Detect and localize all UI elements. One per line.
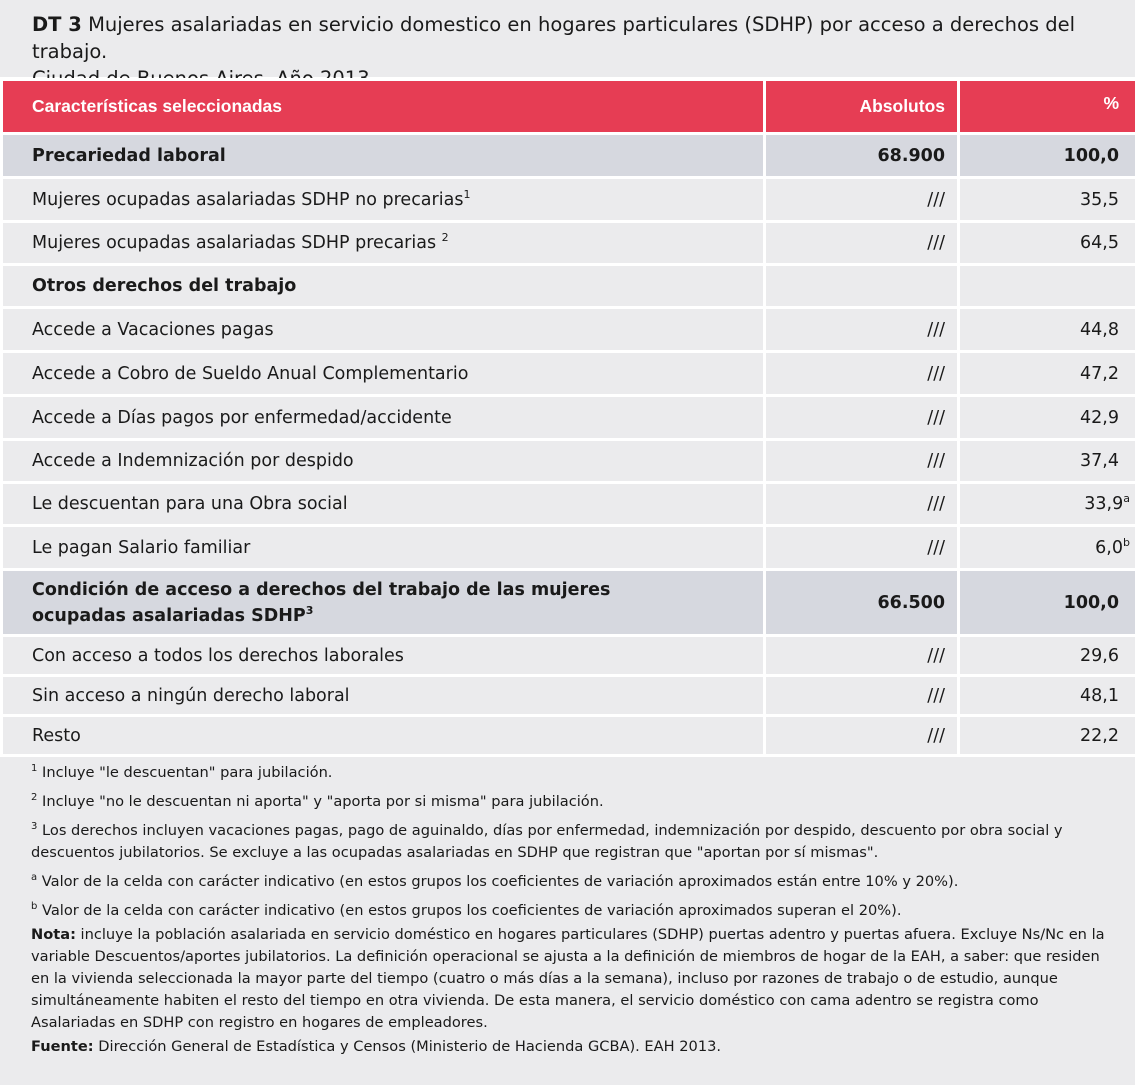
row-porcentaje: 100,0	[960, 571, 1135, 634]
footnote-ref: 2	[441, 231, 449, 245]
row-absolutos	[766, 266, 957, 306]
header-absolutos: Absolutos	[766, 81, 957, 132]
row-label: Resto	[3, 717, 763, 754]
row-absolutos: ///	[766, 397, 957, 438]
footnote-ref: 3	[305, 603, 314, 617]
row-porcentaje: 100,0	[960, 135, 1135, 176]
nota-text: incluye la población asalariada en servicio doméstico en hogares particulares (SDHP) puertas adentro y puertas afuera. Excluye Ns/Nc en la variable Descuentos/aportes jubilatorios. La definición operacional se ajusta a la definición de miembros de hogar de la EAH, a saber: que residen en la vivienda seleccionada la mayor parte del tiempo (cuatro o más días a la semana), incluso por razones de trabajo o de estudio, aunque simultáneamente habiten el resto del tiempo en otra vivienda. De esta manera, el servicio doméstico con cama adentro se registra como Asalariadas en SDHP con registro en hogares de empleadores.	[31, 926, 1105, 1031]
row-absolutos: 66.500	[766, 571, 957, 634]
row-label: Mujeres ocupadas asalariadas SDHP precarias	[32, 233, 442, 253]
row-porcentaje: 33,9	[1084, 494, 1124, 514]
footnote-text: Valor de la celda con carácter indicativo (en estos grupos los coeficientes de variación aproximados superan el 20%).	[42, 902, 902, 919]
header-porcentaje-label: %	[1103, 93, 1119, 113]
row-label: Con acceso a todos los derechos laborales	[3, 637, 763, 674]
fuente	[31, 1036, 1105, 1058]
row-porcentaje-cell	[960, 527, 1135, 568]
row-absolutos: ///	[766, 484, 957, 524]
footnote-marker: 1	[31, 763, 38, 775]
row-label: Le descuentan para una Obra social	[3, 484, 763, 524]
row-porcentaje	[960, 266, 1135, 306]
row-label: Condición de acceso a derechos del trabajo de las mujeres ocupadas asalariadas SDHP	[32, 579, 611, 626]
footnote-marker: b	[31, 901, 38, 913]
row-label: Accede a Vacaciones pagas	[3, 309, 763, 350]
table-title	[0, 0, 1135, 78]
row-label: Precariedad laboral	[3, 135, 763, 176]
header-row	[3, 81, 1135, 132]
row-porcentaje: 35,5	[960, 179, 1135, 220]
footnote-text: Incluye "le descuentan" para jubilación.	[42, 764, 333, 781]
row-label: Accede a Días pagos por enfermedad/accidente	[3, 397, 763, 438]
footnote-2	[31, 791, 1105, 813]
row-porcentaje: 6,0	[1095, 537, 1124, 558]
row-porcentaje: 64,5	[960, 223, 1135, 263]
footnote-a	[31, 871, 1105, 893]
row-absolutos: ///	[766, 717, 957, 754]
row-label: Sin acceso a ningún derecho laboral	[3, 677, 763, 714]
row-absolutos: ///	[766, 677, 957, 714]
row-absolutos: ///	[766, 353, 957, 394]
header-caracteristicas: Características seleccionadas	[3, 81, 763, 132]
table-row-subsection	[3, 266, 1135, 306]
row-label-cell	[3, 571, 763, 634]
row-label: Accede a Cobro de Sueldo Anual Complementario	[3, 353, 763, 394]
row-label: Accede a Indemnización por despido	[3, 441, 763, 481]
row-label: Le pagan Salario familiar	[3, 527, 763, 568]
row-porcentaje: 48,1	[960, 677, 1135, 714]
row-label: Mujeres ocupadas asalariadas SDHP no precarias	[32, 189, 464, 210]
row-absolutos: ///	[766, 179, 957, 220]
footnote-marker: a	[31, 872, 38, 884]
quality-flag: b	[1123, 535, 1130, 549]
footnotes	[0, 756, 1135, 1065]
header-porcentaje	[960, 81, 1135, 132]
table-row	[3, 441, 1135, 481]
row-porcentaje-cell	[960, 484, 1135, 524]
table-title-text: Mujeres asalariadas en servicio domestico en hogares particulares (SDHP) por acceso a derechos del trabajo.	[32, 13, 1076, 63]
table-row-section	[3, 571, 1135, 634]
fuente-text: Dirección General de Estadística y Censos (Ministerio de Hacienda GCBA). EAH 2013.	[98, 1038, 722, 1055]
table-row	[3, 353, 1135, 394]
row-label-cell	[3, 223, 763, 263]
table-row	[3, 527, 1135, 568]
footnote-b	[31, 900, 1105, 922]
row-porcentaje: 44,8	[960, 309, 1135, 350]
footnote-ref: 1	[463, 187, 471, 201]
row-absolutos: ///	[766, 441, 957, 481]
quality-flag: a	[1123, 492, 1130, 506]
footnote-text: Los derechos incluyen vacaciones pagas, pago de aguinaldo, días por enfermedad, indemnización por despido, descuento por obra social y descuentos jubilatorios. Se excluye a las ocupadas asalariadas en SDHP que registran que "aportan por sí mismas".	[31, 822, 1063, 861]
footnote-marker: 2	[31, 792, 38, 804]
row-porcentaje: 42,9	[960, 397, 1135, 438]
table-row	[3, 677, 1135, 714]
footnote-text: Valor de la celda con carácter indicativo (en estos grupos los coeficientes de variación aproximados están entre 10% y 20%).	[41, 873, 959, 890]
table-code: DT 3	[32, 13, 82, 36]
footnote-marker: 3	[31, 821, 38, 833]
row-absolutos: ///	[766, 309, 957, 350]
row-porcentaje: 37,4	[960, 441, 1135, 481]
row-porcentaje: 29,6	[960, 637, 1135, 674]
row-label-cell	[3, 179, 763, 220]
nota	[31, 924, 1105, 1034]
table-row	[3, 637, 1135, 674]
row-absolutos: ///	[766, 637, 957, 674]
table-row	[3, 223, 1135, 263]
table-row-section	[3, 135, 1135, 176]
footnote-text: Incluye "no le descuentan ni aporta" y "aporta por si misma" para jubilación.	[42, 793, 604, 810]
footnote-1	[31, 762, 1105, 784]
row-absolutos: ///	[766, 223, 957, 263]
row-absolutos: 68.900	[766, 135, 957, 176]
row-absolutos: ///	[766, 527, 957, 568]
table-row	[3, 717, 1135, 754]
table-row	[3, 309, 1135, 350]
row-porcentaje: 22,2	[960, 717, 1135, 754]
row-label: Otros derechos del trabajo	[3, 266, 763, 306]
nota-label: Nota:	[31, 926, 76, 943]
table-row	[3, 484, 1135, 524]
table-row	[3, 179, 1135, 220]
footnote-3	[31, 820, 1105, 864]
table-row	[3, 397, 1135, 438]
fuente-label: Fuente:	[31, 1038, 94, 1055]
row-porcentaje: 47,2	[960, 353, 1135, 394]
data-table	[0, 78, 1135, 757]
